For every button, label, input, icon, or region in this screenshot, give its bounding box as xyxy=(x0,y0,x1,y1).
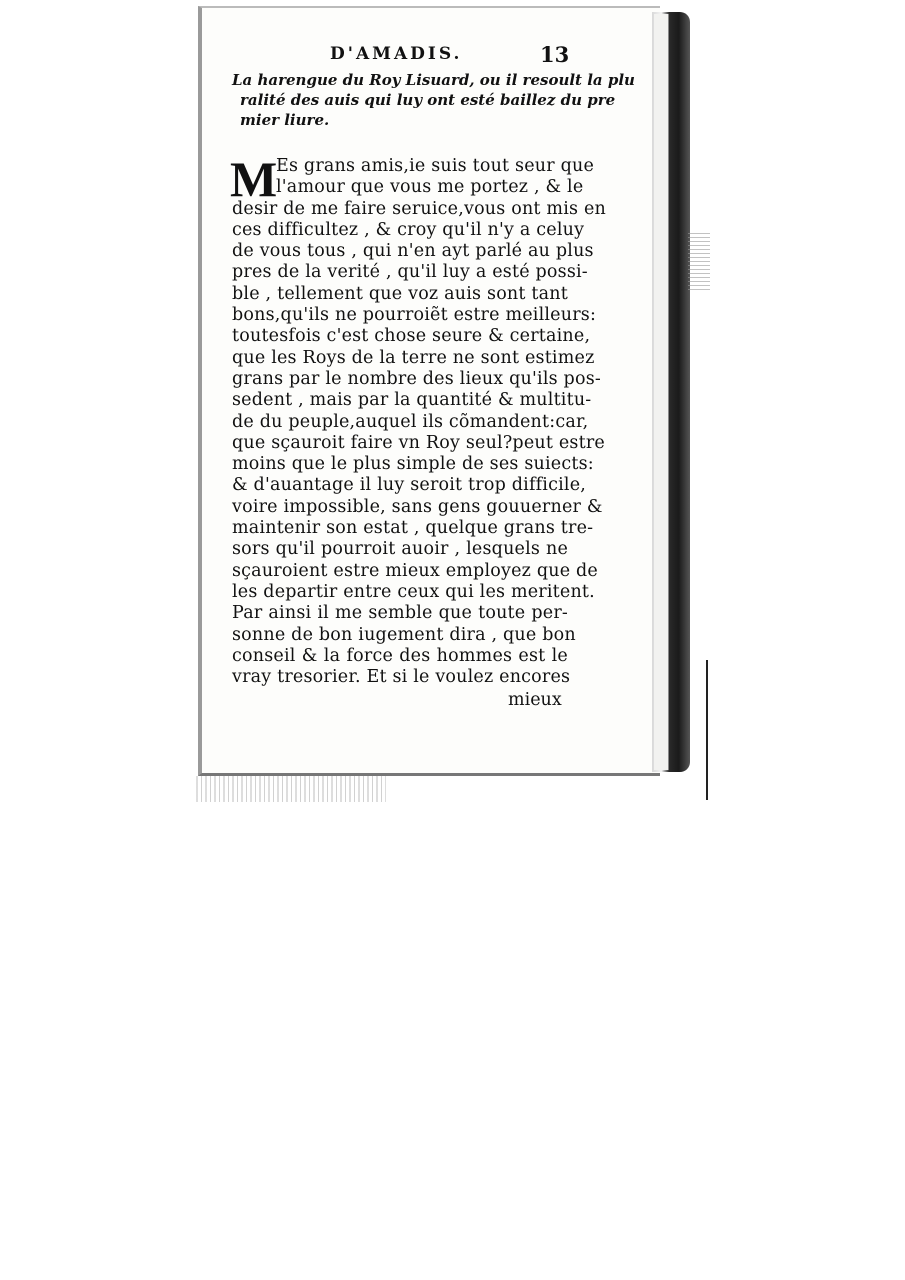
text-line: que sçauroit faire vn Roy seul?peut estre xyxy=(232,432,605,453)
text-line: sçauroient estre mieux employez que de xyxy=(232,560,598,581)
text-line: toutesfois c'est chose seure & certaine, xyxy=(232,326,591,347)
text-line: sors qu'il pourroit auoir , lesquels ne xyxy=(232,539,568,560)
text-line: de vous tous , qui n'en ayt parlé au plus xyxy=(232,241,594,262)
text-line: voire impossible, sans gens gouuerner & xyxy=(232,496,603,517)
text-line: conseil & la force des hommes est le xyxy=(232,645,568,666)
text-line: pres de la verité , qu'il luy a esté possi- xyxy=(232,262,588,283)
text-line: Par ainsi il me semble que toute per- xyxy=(232,603,568,624)
text-line: sonne de bon iugement dira , que bon xyxy=(232,624,576,645)
heading-line: ralité des auis qui luy ont esté baillez du pre xyxy=(240,91,616,109)
running-title: D'AMADIS. xyxy=(330,44,463,64)
text-line: Es grans amis,ie suis tout seur que xyxy=(276,156,595,176)
running-head xyxy=(0,44,905,70)
text-line: ces difficultez , & croy qu'il n'y a celuy xyxy=(232,219,585,240)
text-line: grans par le nombre des lieux qu'ils pos- xyxy=(232,368,601,389)
text-line: desir de me faire seruice,vous ont mis en xyxy=(232,198,606,219)
drop-cap: M xyxy=(230,151,278,207)
text-line: & d'auantage il luy seroit trop difficile, xyxy=(232,475,587,496)
text-line: que les Roys de la terre ne sont estimez xyxy=(232,347,595,368)
text-line: l'amour que vous me portez , & le xyxy=(276,177,584,198)
heading-line: mier liure. xyxy=(240,111,330,129)
heading-line: La harengue du Roy Lisuard, ou il resoult la plu xyxy=(232,71,635,89)
page-number: 13 xyxy=(540,42,570,67)
chapter-heading xyxy=(232,70,635,130)
text-line: maintenir son estat , quelque grans tre- xyxy=(232,518,594,539)
page-edge-paper xyxy=(654,14,669,770)
text-line: les departir entre ceux qui les meritent. xyxy=(232,581,595,602)
text-line: ble , tellement que voz auis sont tant xyxy=(232,283,568,304)
text-line: moins que le plus simple de ses suiects: xyxy=(232,454,594,475)
catchword: mieux xyxy=(508,690,562,710)
text-line: bons,qu'ils ne pourroiẽt estre meilleurs: xyxy=(232,305,597,326)
text-line: vray tresorier. Et si le voulez encores xyxy=(232,667,571,688)
body-text xyxy=(230,151,606,688)
scan-artifact-line xyxy=(706,660,708,800)
scan-noise xyxy=(196,776,386,802)
text-line: sedent , mais par la quantité & multitu- xyxy=(232,390,592,411)
text-line: de du peuple,auquel ils cõmandent:car, xyxy=(232,411,589,432)
scan-dust xyxy=(688,230,710,290)
